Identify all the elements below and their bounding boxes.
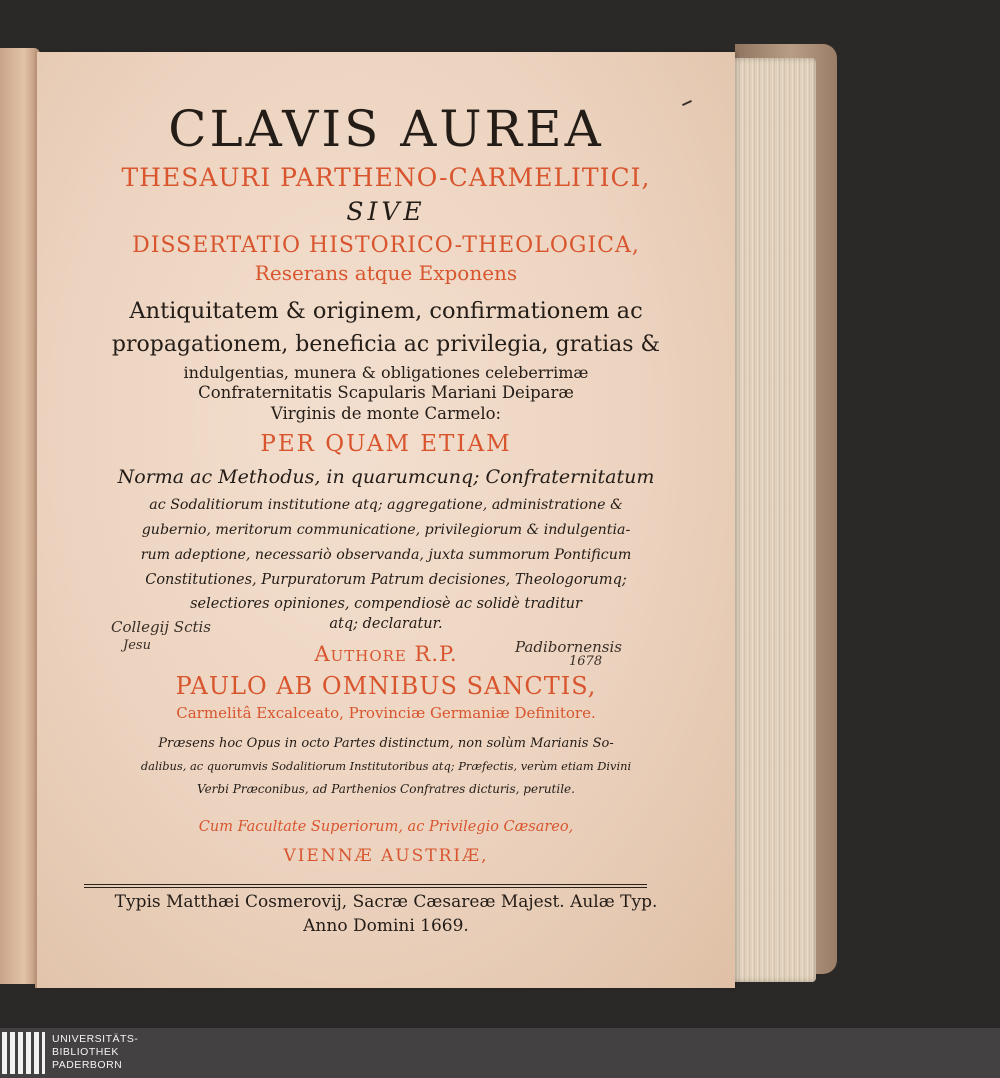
handwritten-note-left-top: Collegij Sctis <box>111 618 211 636</box>
norma-line-4: rum adeptione, necessariò observanda, juxta summorum Pontificum <box>140 547 632 563</box>
authore-line: Authore R.P. <box>314 642 458 666</box>
page-stack-edges <box>726 58 816 982</box>
library-logo-icon <box>0 1032 48 1074</box>
facultate-line: Cum Facultate Superiorum, ac Privilegio Cæsareo, <box>198 819 574 835</box>
library-footer <box>0 1028 1000 1078</box>
author-title: Carmelitâ Excalceato, Provinciæ Germaniæ Definitore. <box>176 704 596 722</box>
norma-line-5: Constitutiones, Purpuratorum Patrum decisiones, Theologorumq; <box>145 572 627 588</box>
left-page-edge <box>0 48 40 984</box>
dissertatio-line: DISSERTATIO HISTORICO-THEOLOGICA, <box>132 233 640 258</box>
imprint-rule-top <box>84 884 647 885</box>
library-name-line-1: UNIVERSITÄTS- <box>52 1033 139 1045</box>
per-quam-line: PER QUAM ETIAM <box>260 431 512 457</box>
handwritten-note-right-top: Padibornensis <box>515 638 622 656</box>
praesens-line-3: Verbi Præconibus, ad Parthenios Confratres dicturis, perutile. <box>197 782 575 796</box>
norma-line-2: ac Sodalitiorum institutione atq; aggregatione, administratione & <box>149 497 623 513</box>
subtitle: THESAURI PARTHENO-CARMELITICI, <box>121 163 651 192</box>
library-name-line-2: BIBLIOTHEK <box>52 1046 119 1058</box>
sive-line: SIVE <box>346 197 426 226</box>
reserans-line: Reserans atque Exponens <box>254 261 518 285</box>
imprint-rule-bottom <box>84 887 647 888</box>
norma-line-6: selectiores opiniones, compendiosè ac solidè traditur <box>190 596 582 612</box>
norma-line-3: gubernio, meritorum communicatione, privilegiorum & indulgentia- <box>141 522 631 538</box>
praesens-line-2: dalibus, ac quorumvis Sodalitiorum Institutoribus atq; Præfectis, verùm etiam Divini <box>140 759 632 773</box>
handwritten-note-left-bottom: Jesu <box>123 638 151 653</box>
title-page <box>35 52 735 988</box>
author-name: PAULO AB OMNIBUS SANCTIS, <box>175 672 597 700</box>
body-line-5: Virginis de monte Carmelo: <box>270 404 502 423</box>
body-line-2: propagationem, beneficia ac privilegia, gratias & <box>111 332 661 357</box>
body-line-4: Confraternitatis Scapularis Mariani Deiparæ <box>198 383 574 402</box>
body-line-1: Antiquitatem & originem, confirmationem ac <box>129 298 643 324</box>
praesens-line-1: Præsens hoc Opus in octo Partes distinctum, non solùm Marianis So- <box>158 736 614 751</box>
norma-line-7: atq; declaratur. <box>329 616 443 632</box>
main-title: CLAVIS AUREA <box>168 100 604 158</box>
place-line: VIENNÆ AUSTRIÆ, <box>283 846 489 866</box>
handwritten-note-right-bottom: 1678 <box>569 654 603 669</box>
library-name-line-3: PADERBORN <box>52 1059 123 1071</box>
library-name <box>52 1033 138 1072</box>
norma-line-1: Norma ac Methodus, in quarumcunq; Confraternitatum <box>117 466 655 488</box>
imprint-line: Typis Matthæi Cosmerovij, Sacræ Cæsareæ Majest. Aulæ Typ. <box>114 892 658 912</box>
body-line-3: indulgentias, munera & obligationes celeberrimæ <box>183 363 589 382</box>
year-line: Anno Domini 1669. <box>303 916 469 936</box>
